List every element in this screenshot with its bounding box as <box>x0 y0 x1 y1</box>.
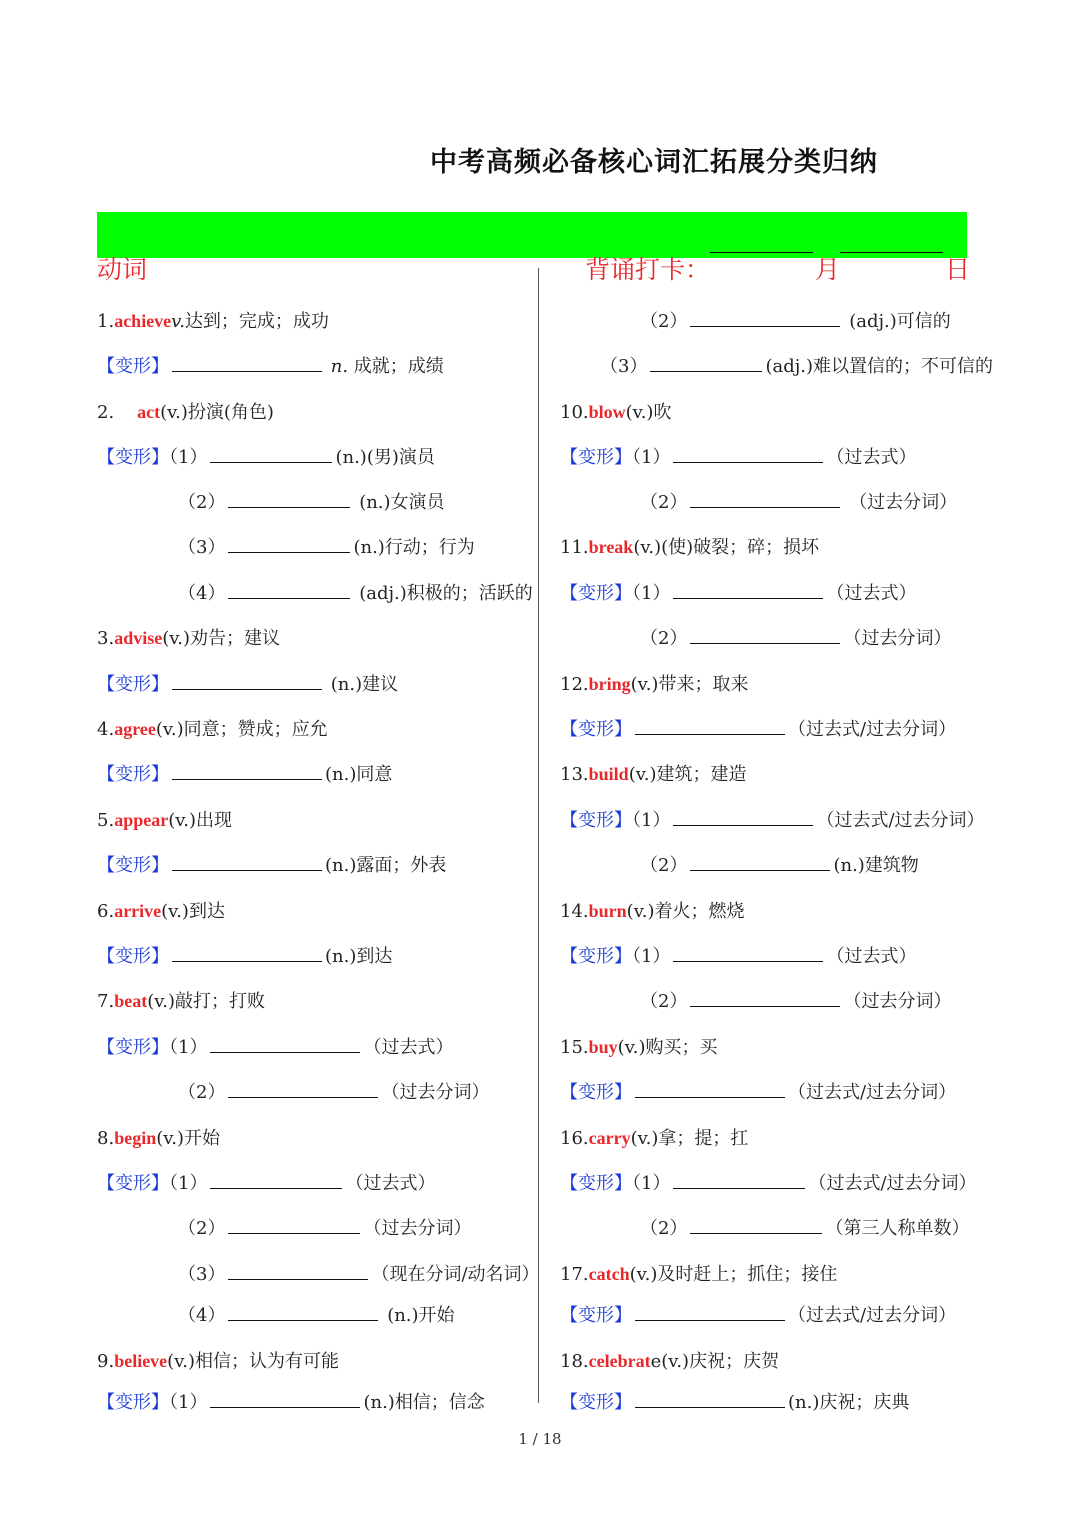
answer-blank[interactable] <box>635 1079 785 1098</box>
page-number: 1 / 18 <box>518 1430 562 1448</box>
answer-blank[interactable] <box>210 1389 360 1408</box>
variant-label: 【变形】 <box>560 1082 632 1103</box>
headword: break <box>588 537 634 557</box>
variant-row: （2） （过去分词） <box>178 1079 489 1105</box>
headword: believe <box>114 1351 168 1371</box>
answer-blank[interactable] <box>228 1261 368 1280</box>
variant-row: 【变形】 (n.)庆祝；庆典 <box>560 1389 909 1415</box>
answer-blank[interactable] <box>673 807 813 826</box>
variant-row: （2） （过去分词） <box>640 625 951 651</box>
variant-row: 【变形】（1） （过去式） <box>560 943 916 969</box>
answer-blank[interactable] <box>228 534 350 553</box>
answer-blank[interactable] <box>210 1170 342 1189</box>
word-entry-burn: 14.burn(v.)着火；燃烧 <box>560 901 745 922</box>
answer-blank[interactable] <box>673 444 823 463</box>
variant-row: （3） （现在分词/动名词） <box>178 1261 540 1287</box>
answer-blank[interactable] <box>690 988 840 1007</box>
answer-blank[interactable] <box>228 1215 360 1234</box>
answer-blank[interactable] <box>635 716 785 735</box>
variant-label: 【变形】 <box>97 674 169 695</box>
variant-row: 【变形】 (n.)同意 <box>97 761 392 787</box>
answer-blank[interactable] <box>690 308 840 327</box>
variant-row: （2） (n.)建筑物 <box>640 852 919 878</box>
answer-blank[interactable] <box>673 1170 805 1189</box>
headword: catch <box>588 1264 630 1284</box>
variant-row: 【变形】 (n.)露面；外表 <box>97 852 446 878</box>
word-entry-bring: 12.bring(v.)带来；取来 <box>560 674 749 695</box>
variant-row: （2） (adj.)可信的 <box>640 308 951 334</box>
word-entry-arrive: 6.arrive(v.)到达 <box>97 901 225 922</box>
variant-row: 【变形】 (n.)建议 <box>97 671 398 697</box>
variant-row: 【变形】 （过去式/过去分词） <box>560 1079 956 1105</box>
headword: burn <box>588 901 627 921</box>
answer-blank[interactable] <box>210 1034 360 1053</box>
answer-blank[interactable] <box>172 852 322 871</box>
headword: arrive <box>114 901 162 921</box>
variant-label: 【变形】 <box>97 1173 169 1194</box>
headword: act <box>137 402 161 422</box>
headword: carry <box>588 1128 631 1148</box>
variant-row: 【变形】（1） （过去式/过去分词） <box>560 807 985 833</box>
word-entry-blow: 10.blow(v.)吹 <box>560 402 672 423</box>
variant-row: （2） （过去分词） <box>178 1215 471 1241</box>
variant-row: 【变形】（1） (n.)(男)演员 <box>97 444 435 470</box>
variant-label: 【变形】 <box>560 1173 632 1194</box>
answer-blank[interactable] <box>690 1215 822 1234</box>
answer-blank[interactable] <box>673 580 823 599</box>
checkin-label: 背诵打卡： <box>585 255 711 284</box>
variant-label: 【变形】 <box>97 764 169 785</box>
variant-row: （2） （第三人称单数） <box>640 1215 969 1241</box>
headword: achieve <box>114 311 172 331</box>
word-entry-catch: 17.catch(v.)及时赶上；抓住；接住 <box>560 1264 838 1285</box>
variant-label: 【变形】 <box>560 447 632 468</box>
headword: build <box>588 764 629 784</box>
variant-row: 【变形】（1） （过去式/过去分词） <box>560 1170 977 1196</box>
word-entry-buy: 15.buy(v.)购买；买 <box>560 1037 718 1058</box>
section-heading: 动词 <box>97 255 148 284</box>
word-entry-agree: 4.agree(v.)同意；赞成；应允 <box>97 719 328 740</box>
word-entry-achieve: 1.achievev.达到；完成；成功 <box>97 311 329 332</box>
answer-blank[interactable] <box>228 489 350 508</box>
signature-blank-2[interactable] <box>840 252 943 253</box>
headword: bring <box>588 674 631 694</box>
word-entry-carry: 16.carry(v.)拿；提；扛 <box>560 1128 749 1149</box>
variant-row: （3） (adj.)难以置信的；不可信的 <box>600 353 993 379</box>
answer-blank[interactable] <box>228 580 350 599</box>
headword: beat <box>114 991 148 1011</box>
answer-blank[interactable] <box>650 353 762 372</box>
answer-blank[interactable] <box>690 852 830 871</box>
variant-row: 【变形】 （过去式/过去分词） <box>560 1302 956 1328</box>
variant-row: 【变形】 n. 成就；成绩 <box>97 353 444 379</box>
word-entry-advise: 3.advise(v.)劝告；建议 <box>97 628 281 649</box>
variant-label: 【变形】 <box>97 356 169 377</box>
answer-blank[interactable] <box>673 943 823 962</box>
variant-label: 【变形】 <box>560 1305 632 1326</box>
headword: buy <box>588 1037 618 1057</box>
answer-blank[interactable] <box>172 671 322 690</box>
variant-label: 【变形】 <box>97 447 169 468</box>
headword: blow <box>588 402 626 422</box>
variant-row: （2） （过去分词） <box>640 489 957 515</box>
checkin-month: 月 <box>815 255 841 284</box>
headword: begin <box>114 1128 157 1148</box>
variant-row: （4） (adj.)积极的；活跃的 <box>178 580 533 606</box>
variant-row: （2） (n.)女演员 <box>178 489 445 515</box>
word-entry-build: 13.build(v.)建筑；建造 <box>560 764 747 785</box>
variant-row: 【变形】 (n.)到达 <box>97 943 392 969</box>
variant-row: 【变形】（1） （过去式） <box>560 444 916 470</box>
headword: celebrat <box>588 1351 651 1371</box>
variant-row: 【变形】（1） （过去式） <box>97 1170 435 1196</box>
variant-label: 【变形】 <box>97 1392 169 1413</box>
answer-blank[interactable] <box>172 353 322 372</box>
variant-row: 【变形】（1） （过去式） <box>97 1034 453 1060</box>
variant-label: 【变形】 <box>97 855 169 876</box>
answer-blank[interactable] <box>635 1302 785 1321</box>
variant-label: 【变形】 <box>97 1037 169 1058</box>
headword: appear <box>114 810 169 830</box>
word-entry-beat: 7.beat(v.)敲打；打败 <box>97 991 265 1012</box>
variant-row: （4） (n.)开始 <box>178 1302 455 1328</box>
answer-blank[interactable] <box>228 1302 378 1321</box>
variant-row: 【变形】（1） （过去式） <box>560 580 916 606</box>
answer-blank[interactable] <box>210 444 332 463</box>
variant-row: 【变形】（1） (n.)相信；信念 <box>97 1389 485 1415</box>
variant-row: （3） (n.)行动；行为 <box>178 534 475 560</box>
answer-blank[interactable] <box>228 1079 378 1098</box>
signature-blank-1[interactable] <box>710 252 813 253</box>
variant-label: 【变形】 <box>97 946 169 967</box>
variant-row: 【变形】 （过去式/过去分词） <box>560 716 956 742</box>
column-divider <box>538 268 539 1403</box>
word-entry-believe: 9.believe(v.)相信；认为有可能 <box>97 1351 339 1372</box>
variant-label: 【变形】 <box>560 583 632 604</box>
variant-label: 【变形】 <box>560 946 632 967</box>
answer-blank[interactable] <box>172 761 322 780</box>
answer-blank[interactable] <box>172 943 322 962</box>
headword: agree <box>114 719 156 739</box>
word-entry-celebrate: 18.celebrate(v.)庆祝；庆贺 <box>560 1351 780 1372</box>
variant-label: 【变形】 <box>560 810 632 831</box>
word-entry-break: 11.break(v.)(使)破裂；碎；损坏 <box>560 537 820 558</box>
answer-blank[interactable] <box>635 1389 785 1408</box>
word-entry-act: 2. act(v.)扮演(角色) <box>97 402 274 423</box>
word-entry-begin: 8.begin(v.)开始 <box>97 1128 221 1149</box>
variant-label: 【变形】 <box>560 719 632 740</box>
variant-row: （2） （过去分词） <box>640 988 951 1014</box>
headword: advise <box>114 628 163 648</box>
answer-blank[interactable] <box>690 625 840 644</box>
variant-label: 【变形】 <box>560 1392 632 1413</box>
page-title: 中考高频必备核心词汇拓展分类归纳 <box>430 147 878 178</box>
answer-blank[interactable] <box>690 489 840 508</box>
word-entry-appear: 5.appear(v.)出现 <box>97 810 232 831</box>
checkin-day: 日 <box>945 255 971 284</box>
